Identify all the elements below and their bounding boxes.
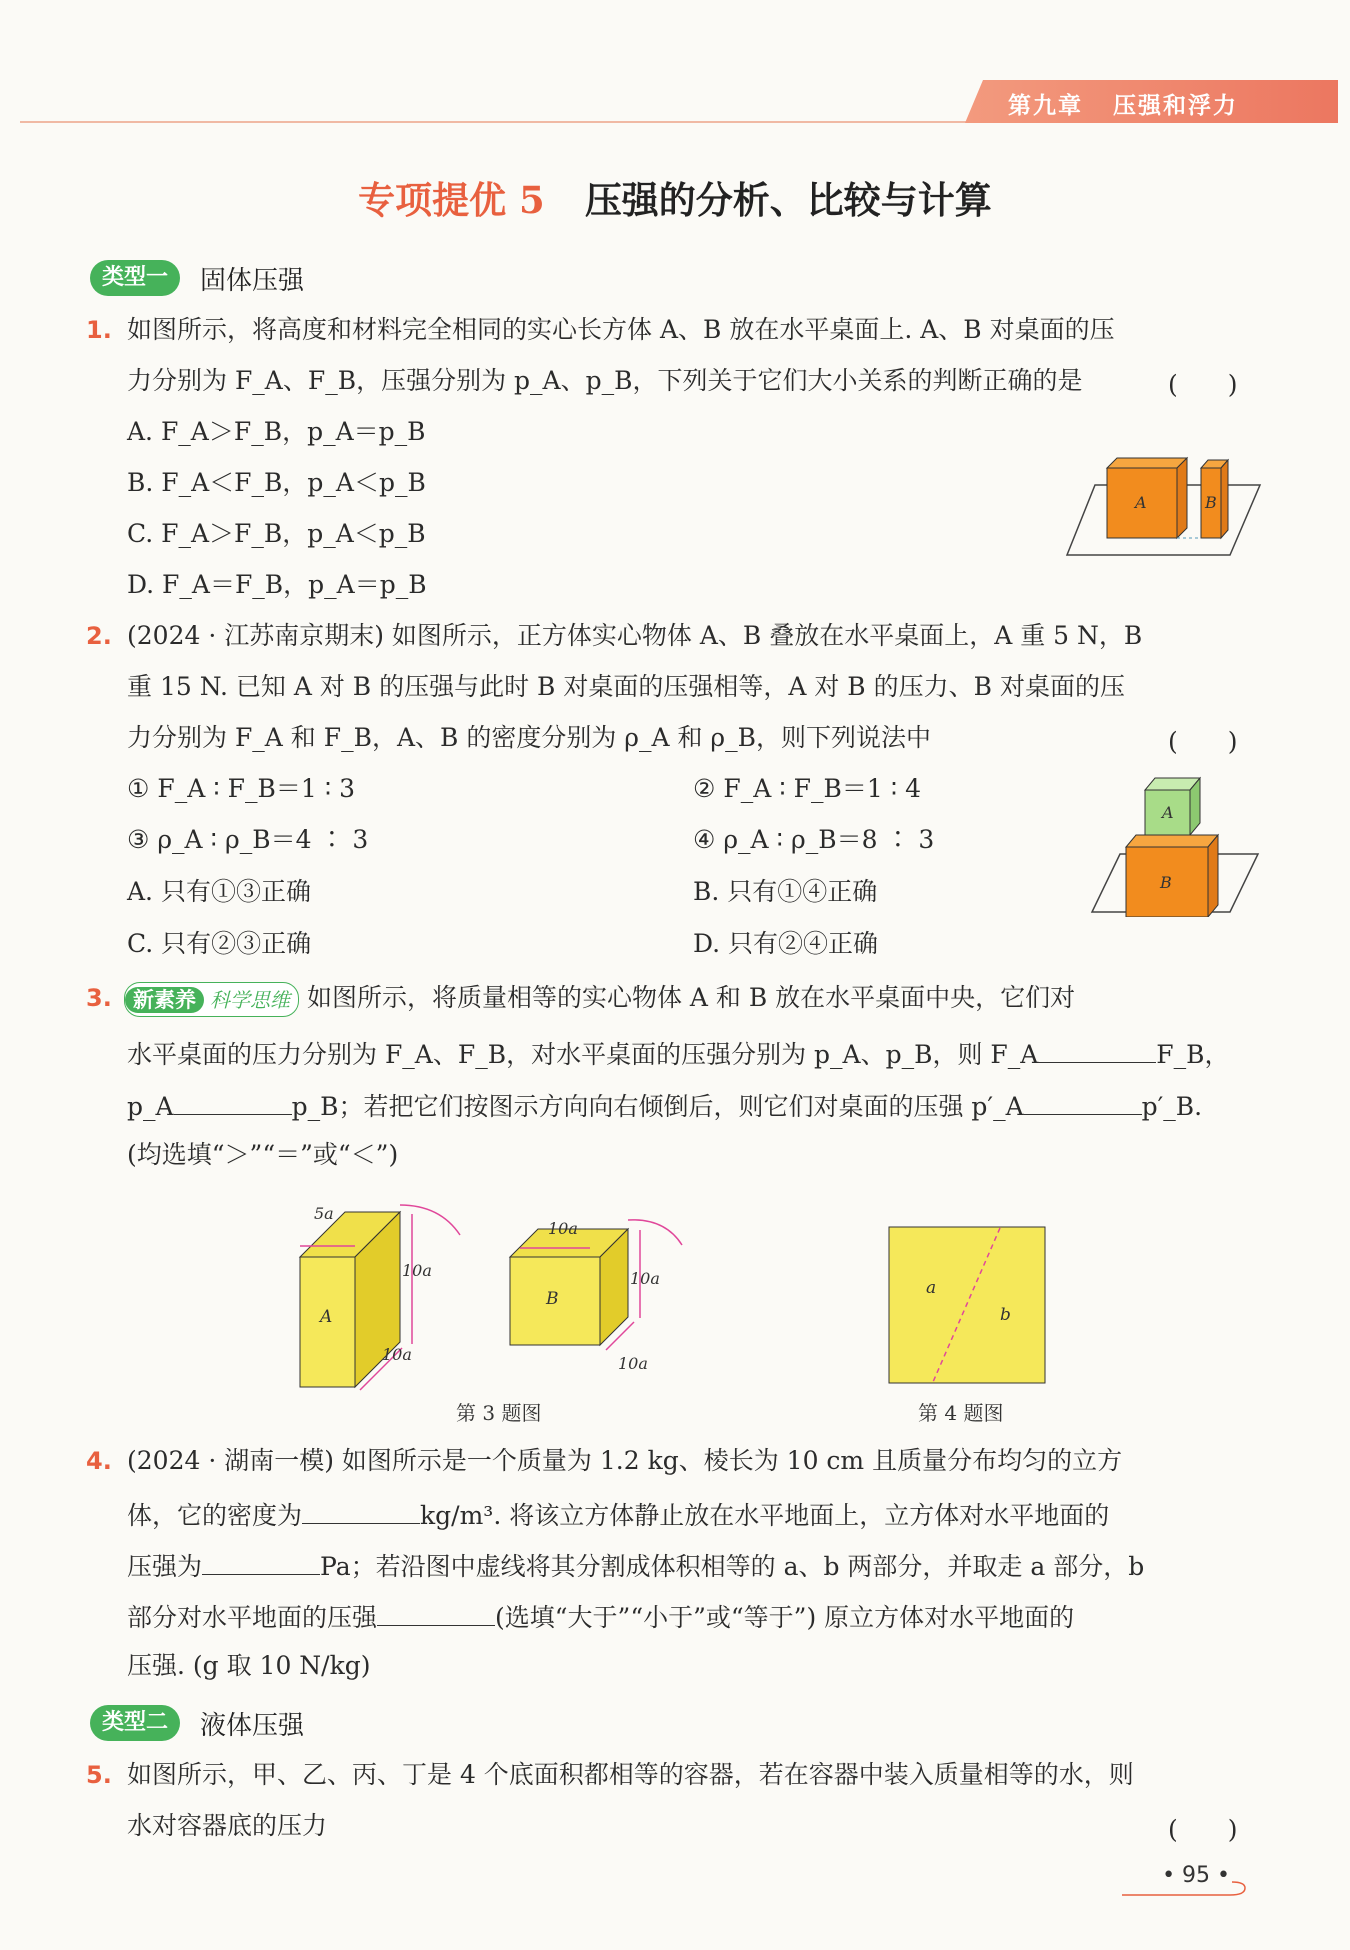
q4-line1: (2024 · 湖南一模) 如图所示是一个质量为 1.2 kg、棱长为 10 cm 且质量分布均匀的立方: [127, 1446, 1123, 1475]
q2-figure: [1090, 772, 1265, 917]
type1-header: [90, 258, 304, 298]
q1-block-a-top: [1107, 458, 1187, 468]
q2-statement-2: ② F_A ∶ F_B＝1 ∶ 4: [693, 774, 922, 803]
q1-option-b: B. F_A＜F_B，p_A＜p_B: [127, 468, 426, 497]
q3-blank-3[interactable]: [1024, 1088, 1142, 1115]
q4-number: 4.: [86, 1447, 112, 1475]
q3-line3: p_A p_B；若把它们按图示方向向右倾倒后，则它们对桌面的压强 p′_A p′_B.: [127, 1088, 1202, 1123]
q3-line1-text: 如图所示，将质量相等的实心物体 A 和 B 放在水平桌面中央，它们对: [306, 983, 1076, 1012]
page-number: • 95 •: [1162, 1863, 1230, 1888]
q3-literacy-badge: 新素养 科学思维: [124, 982, 299, 1017]
q5-answer-paren: ( ): [1168, 1815, 1238, 1844]
q2-option-a: A. 只有①③正确: [127, 877, 311, 906]
q2-label-a: A: [1162, 803, 1174, 822]
type2-header: [90, 1703, 304, 1743]
q3-label-b: B: [546, 1289, 559, 1309]
q2-line1: (2024 · 江苏南京期末) 如图所示，正方体实心物体 A、B 叠放在水平桌面上，A 重 5 N，B: [127, 621, 1143, 650]
q2-statement-4: ④ ρ_A ∶ ρ_B＝8 ∶ 3: [693, 825, 935, 854]
q1-option-a: A. F_A＞F_B，p_A＝p_B: [127, 417, 426, 446]
q3-line2: 水平桌面的压力分别为 F_A、F_B，对水平桌面的压强分别为 p_A、p_B，则 F_A F_B，: [127, 1036, 1230, 1071]
q2-statement-1: ① F_A ∶ F_B＝1 ∶ 3: [127, 774, 356, 803]
q4-line3: 压强为 Pa；若沿图中虚线将其分割成体积相等的 a、b 两部分，并取走 a 部分，b: [127, 1548, 1144, 1583]
q2-option-b: B. 只有①④正确: [693, 877, 878, 906]
chapter-label: 第九章 压强和浮力: [1008, 93, 1239, 119]
q3-blank-1[interactable]: [1038, 1036, 1156, 1063]
q4-blank-1[interactable]: [302, 1497, 420, 1524]
q2-answer-paren: ( ): [1168, 727, 1238, 756]
q1-figure: [1065, 450, 1265, 560]
q2-statement-3: ③ ρ_A ∶ ρ_B＝4 ∶ 3: [127, 825, 369, 854]
q4-label-b: b: [1000, 1305, 1011, 1325]
q3-dim-b-height: 10a: [630, 1269, 660, 1288]
title-part2: 压强的分析、比较与计算: [584, 178, 992, 222]
q4-caption: 第 4 题图: [918, 1401, 1004, 1425]
q1-answer-paren: ( ): [1168, 370, 1238, 399]
q2-number: 2.: [86, 622, 112, 650]
q3-line4: (均选填“＞”“＝”或“＜”): [127, 1140, 399, 1169]
q2-block-b-side: [1208, 835, 1218, 917]
q2-option-d: D. 只有②④正确: [693, 929, 879, 958]
q3-figure: [290, 1200, 730, 1395]
q3-arrow-a: [400, 1205, 460, 1235]
q2-label-b: B: [1160, 873, 1172, 892]
q1-line1: 如图所示，将高度和材料完全相同的实心长方体 A、B 放在水平桌面上. A、B 对桌面的压: [127, 315, 1115, 344]
q2-option-c: C. 只有②③正确: [127, 929, 312, 958]
q3-dim-a-depth: 10a: [382, 1345, 412, 1364]
type1-badge: 类型一: [90, 260, 180, 296]
q4-line4: 部分对水平地面的压强 (选填“大于”“小于”或“等于”) 原立方体对水平地面的: [127, 1599, 1074, 1634]
q3-dim-a-height: 10a: [402, 1261, 432, 1280]
q4-blank-2[interactable]: [202, 1548, 320, 1575]
q3-number: 3.: [86, 984, 112, 1012]
q1-block-a-side: [1177, 458, 1187, 538]
q5-line1: 如图所示，甲、乙、丙、丁是 4 个底面积都相等的容器，若在容器中装入质量相等的水，则: [127, 1760, 1134, 1789]
q1-block-b-side: [1221, 460, 1228, 538]
q1-line2: 力分别为 F_A、F_B，压强分别为 p_A、p_B，下列关于它们大小关系的判断正确的是: [127, 366, 1083, 395]
q1-option-c: C. F_A＞F_B，p_A＜p_B: [127, 519, 426, 548]
q4-label-a: a: [926, 1278, 937, 1298]
q2-line2: 重 15 N. 已知 A 对 B 的压强与此时 B 对桌面的压强相等，A 对 B 的压力、B 对桌面的压: [127, 672, 1125, 701]
type2-badge: 类型二: [90, 1705, 180, 1741]
q1-option-d: D. F_A＝F_B，p_A＝p_B: [127, 570, 427, 599]
q5-number: 5.: [86, 1761, 112, 1789]
q3-dim-b-width: 10a: [548, 1219, 578, 1238]
type2-title: 液体压强: [200, 1710, 305, 1741]
q4-blank-3[interactable]: [377, 1599, 495, 1626]
q1-number: 1.: [86, 316, 112, 344]
q3-label-a: A: [320, 1307, 333, 1327]
q3-arrow-b: [628, 1220, 682, 1245]
page-title: [0, 170, 1350, 224]
q4-line5: 压强. (g 取 10 N/kg): [127, 1651, 371, 1680]
page-number-swoosh: [1120, 1880, 1250, 1900]
title-part1: 专项提优 5: [358, 178, 545, 222]
q2-block-b-top: [1126, 835, 1218, 847]
type1-title: 固体压强: [200, 265, 305, 296]
q3-dim-5a: 5a: [314, 1204, 334, 1223]
q4-line2: 体，它的密度为 kg/m³. 将该立方体静止放在水平地面上，立方体对水平地面的: [127, 1497, 1109, 1532]
q3-line1: [124, 982, 1075, 1017]
q3-caption: 第 3 题图: [456, 1401, 542, 1425]
q4-figure: [888, 1226, 1048, 1386]
q5-line2: 水对容器底的压力: [127, 1811, 328, 1840]
q3-blank-2[interactable]: [174, 1088, 292, 1115]
q2-line3: 力分别为 F_A 和 F_B，A、B 的密度分别为 ρ_A 和 ρ_B，则下列说法中: [127, 723, 931, 752]
q3-dim-b-depth: 10a: [618, 1354, 648, 1373]
q1-label-b: B: [1205, 493, 1217, 512]
q1-label-a: A: [1135, 493, 1147, 512]
